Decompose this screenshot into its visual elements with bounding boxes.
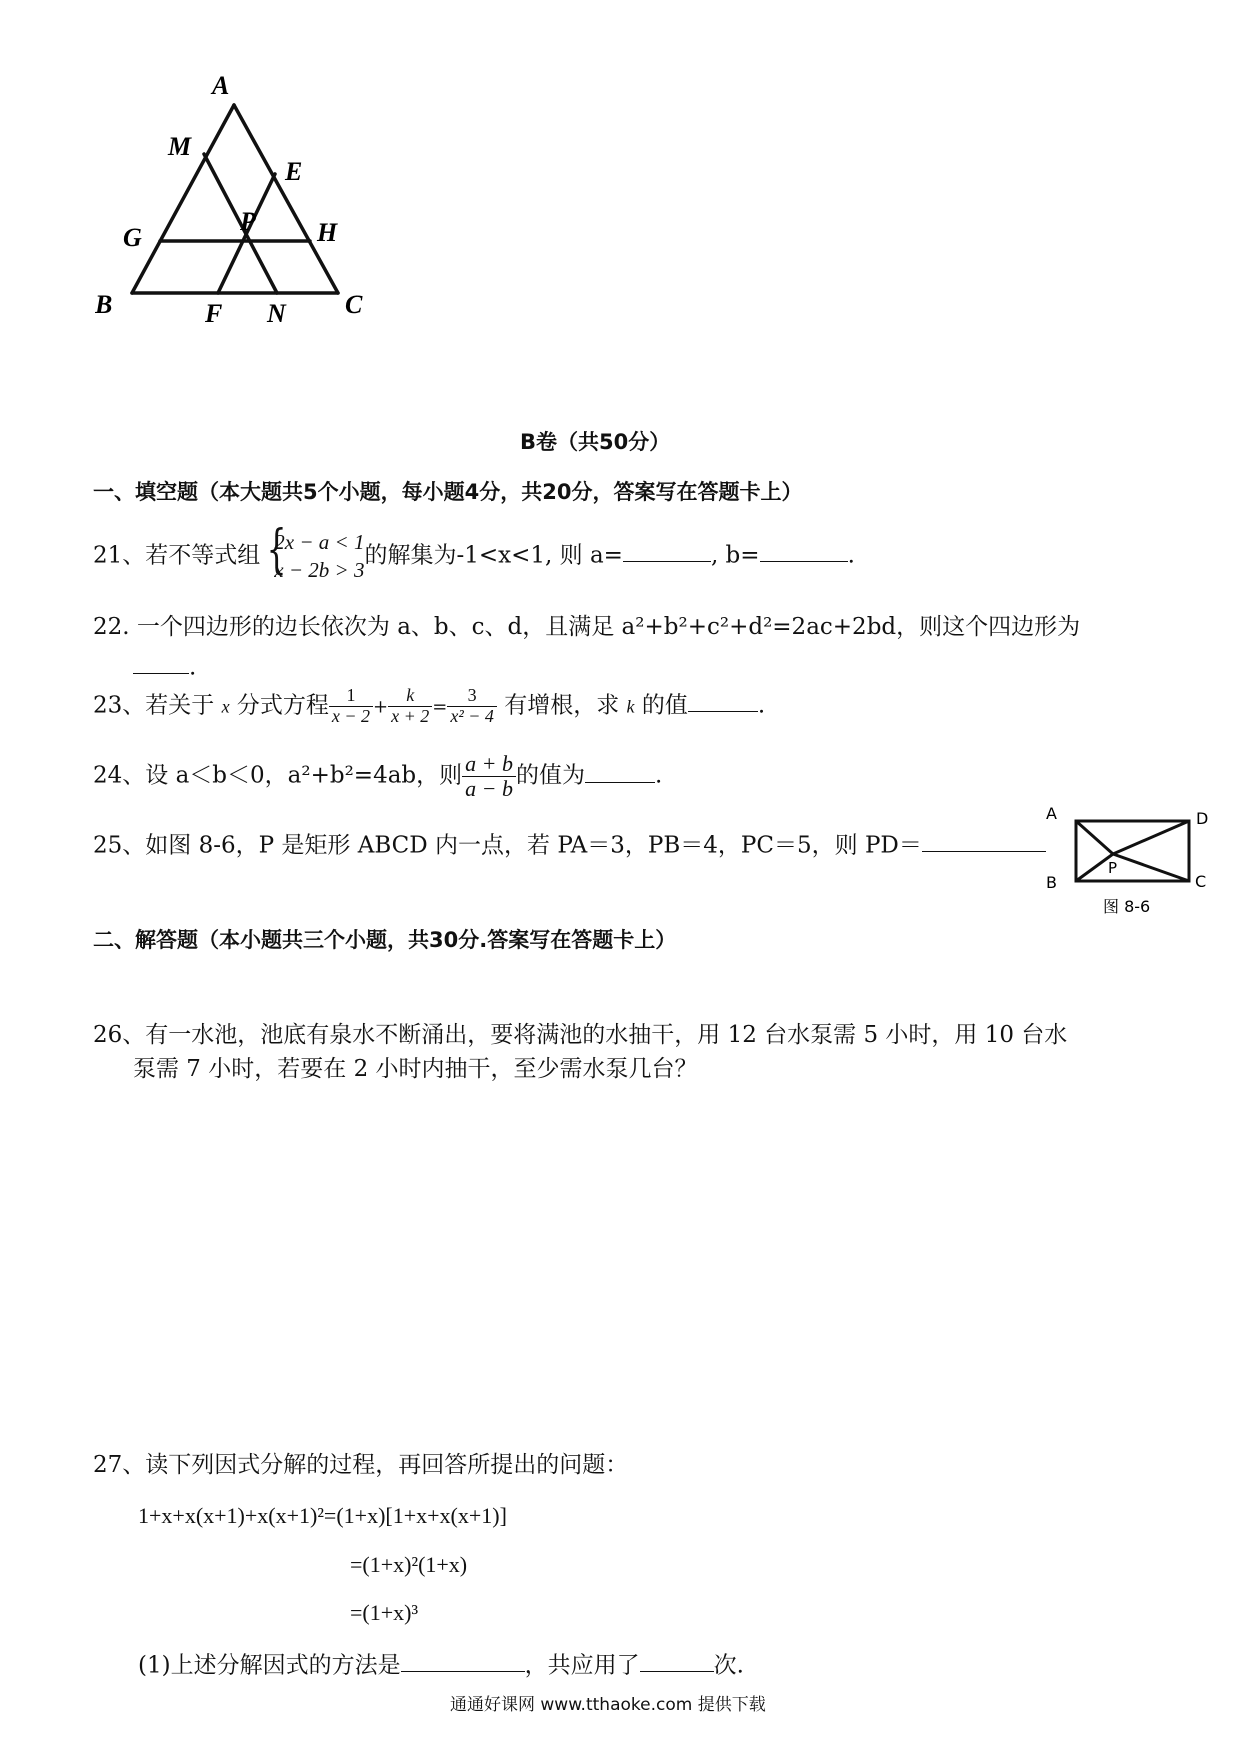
rect-label-p: P	[1108, 859, 1118, 877]
q23-suffix: 有增根，求	[504, 692, 620, 719]
q27-answer-blank-count[interactable]	[640, 1646, 714, 1672]
vertex-label-c: C	[345, 290, 363, 319]
rect-label-c: C	[1195, 872, 1207, 891]
q21-mid: 的解集为-1<x<1, 则 a=	[364, 542, 623, 569]
q27-sub1-c: 次.	[713, 1652, 744, 1679]
q21-end: .	[847, 542, 855, 569]
question-26-line2: 泵需 7 小时，若要在 2 小时内抽干，至少需水泵几台？	[133, 1056, 698, 1082]
q23-f2-numerator: k	[388, 686, 432, 707]
question-23	[93, 686, 765, 727]
q24-answer-blank[interactable]	[585, 756, 655, 782]
segment-pa	[1076, 821, 1113, 854]
q23-suffix2: 的值	[641, 692, 688, 719]
q24-denominator: a − b	[465, 776, 513, 802]
q25-text: 25、如图 8-6，P 是矩形 ABCD 内一点，若 PA＝3，PB＝4，PC＝5，则 PD＝	[93, 832, 922, 859]
q23-prefix: 23、若关于	[93, 692, 215, 719]
q23-end: .	[757, 692, 766, 719]
brace-icon: {	[266, 520, 287, 580]
q27-sub1-b: ，共应用了	[524, 1652, 640, 1679]
question-24	[93, 752, 662, 801]
q25-answer-blank[interactable]	[922, 826, 1046, 852]
vertex-label-g: G	[123, 223, 142, 252]
q24-fraction	[462, 752, 516, 801]
rectangle-figure	[1040, 800, 1215, 925]
part2-heading: 二、解答题（本小题共三个小题，共30分.答案写在答题卡上）	[93, 928, 677, 952]
q23-fraction-3	[447, 686, 497, 727]
vertex-label-f: F	[205, 299, 223, 328]
q23-eq: =	[432, 696, 448, 718]
question-22	[93, 614, 1080, 642]
q23-var2: k	[626, 696, 635, 717]
q21-inequality-system	[260, 520, 365, 585]
section-title: B卷（共50分）	[520, 430, 671, 454]
q27-step3: =(1+x)³	[350, 1600, 419, 1625]
rect-label-b: B	[1046, 873, 1057, 892]
question-22-cont	[133, 648, 196, 682]
q21-mid2: , b=	[710, 542, 760, 569]
vertex-label-p: P	[240, 207, 256, 236]
question-26-line1: 26、有一水池，池底有泉水不断涌出，要将满池的水抽干，用 12 台水泵需 5 小时，用 10 台水	[93, 1022, 1068, 1048]
rect-label-a: A	[1046, 804, 1057, 823]
q23-f3-denominator: x² − 4	[450, 705, 494, 726]
q23-plus: +	[373, 696, 389, 718]
q27-subquestion-1	[138, 1646, 744, 1680]
segment-pd	[1113, 821, 1189, 854]
rectangle-abcd	[1076, 821, 1189, 881]
q21-answer-blank-a[interactable]	[623, 536, 711, 562]
q23-f3-numerator: 3	[447, 686, 497, 707]
footer-text: 通通好课网 www.tthaoke.com 提供下载	[450, 1695, 766, 1715]
q27-answer-blank-method[interactable]	[401, 1646, 525, 1672]
vertex-label-n: N	[267, 299, 286, 328]
segment-pc	[1113, 854, 1189, 881]
q24-prefix: 24、设 a＜b＜0，a²+b²=4ab，则	[93, 762, 463, 789]
rect-label-d: D	[1196, 809, 1209, 828]
q23-fraction-1	[329, 686, 373, 727]
q21-prefix: 21、若不等式组	[93, 542, 261, 569]
question-25	[93, 826, 1046, 860]
q23-var: x	[221, 696, 230, 717]
vertex-label-m: M	[168, 132, 192, 161]
q23-f2-denominator: x + 2	[391, 705, 430, 726]
q23-f1-denominator: x − 2	[331, 705, 371, 726]
q24-suffix: 的值为	[516, 762, 585, 789]
q22-end: .	[189, 654, 197, 681]
vertex-label-b: B	[95, 290, 113, 319]
question-27-intro: 27、读下列因式分解的过程，再回答所提出的问题：	[93, 1452, 629, 1478]
vertex-label-h: H	[317, 218, 338, 247]
triangle-figure	[95, 70, 435, 370]
q21-row2: x − 2b > 3	[274, 558, 365, 583]
q21-row1: 2x − a < 1	[274, 530, 365, 554]
q23-mid: 分式方程	[236, 692, 329, 719]
q22-answer-blank[interactable]	[133, 648, 189, 674]
edge-ac	[234, 105, 338, 293]
q27-sub1-a: (1)上述分解因式的方法是	[138, 1652, 401, 1679]
rect-caption: 图 8-6	[1103, 897, 1151, 916]
q22-text: 22. 一个四边形的边长依次为 a、b、c、d，且满足 a²+b²+c²+d²=2ac+2bd，则这个四边形为	[93, 614, 1081, 640]
q21-answer-blank-b[interactable]	[760, 536, 848, 562]
part1-heading: 一、填空题（本大题共5个小题，每小题4分，共20分，答案写在答题卡上）	[93, 480, 803, 504]
q27-step1: 1+x+x(x+1)+x(x+1)²=(1+x)[1+x+x(x+1)]	[138, 1503, 507, 1528]
q24-numerator: a + b	[462, 752, 516, 777]
vertex-label-e: E	[285, 157, 303, 186]
question-21	[93, 520, 855, 585]
q24-end: .	[655, 762, 663, 789]
vertex-label-a: A	[212, 71, 230, 100]
q23-fraction-2	[388, 686, 432, 727]
q23-f1-numerator: 1	[329, 686, 373, 707]
q23-answer-blank[interactable]	[688, 686, 758, 712]
q27-step2: =(1+x)²(1+x)	[350, 1552, 468, 1577]
